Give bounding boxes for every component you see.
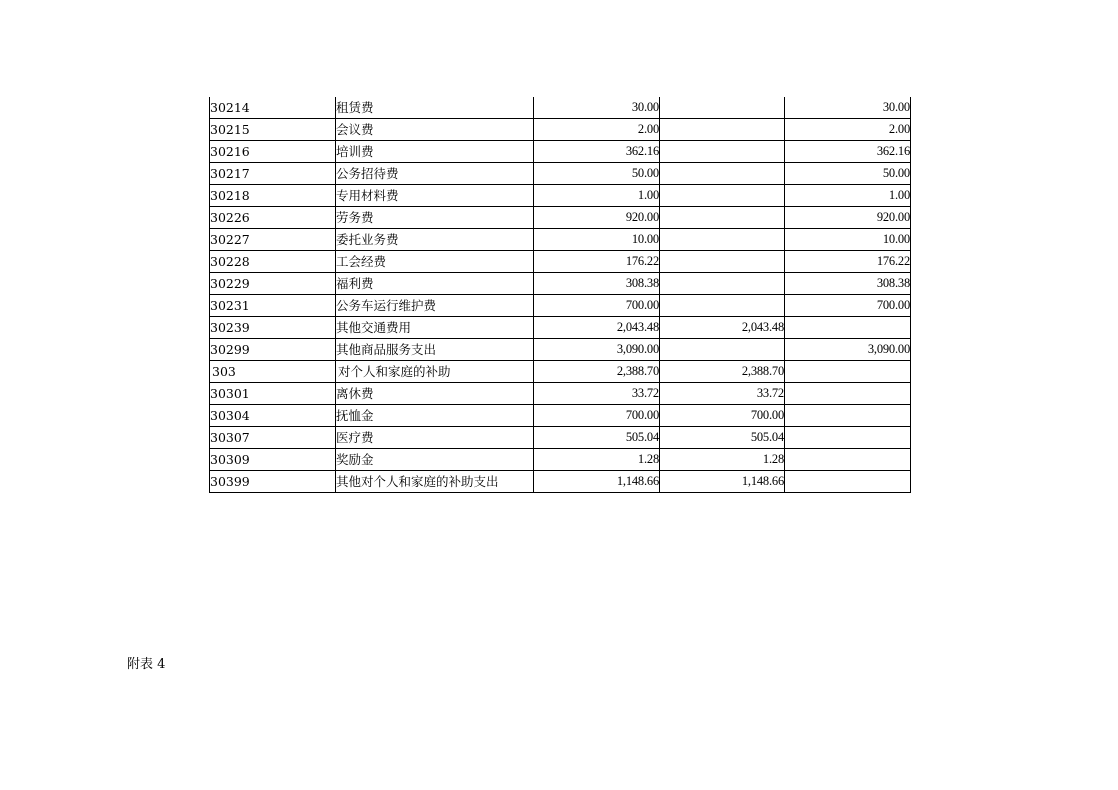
cell-project: 1.00: [785, 185, 911, 207]
cell-code: 30399: [210, 471, 336, 493]
table-row: [210, 405, 911, 427]
cell-code: 30231: [210, 295, 336, 317]
cell-basic: 2,043.48: [660, 317, 785, 339]
cell-basic: [660, 251, 785, 273]
cell-basic: [660, 229, 785, 251]
table-row: [210, 361, 911, 383]
cell-code: 30239: [210, 317, 336, 339]
cell-project: [785, 405, 911, 427]
cell-name: 会议费: [336, 119, 534, 141]
table-row: [210, 97, 911, 119]
cell-code: 30217: [210, 163, 336, 185]
cell-project: 308.38: [785, 273, 911, 295]
cell-total: 2,043.48: [534, 317, 660, 339]
cell-code: 303: [210, 361, 336, 383]
table-row: [210, 273, 911, 295]
cell-basic: [660, 141, 785, 163]
cell-project: 10.00: [785, 229, 911, 251]
cell-basic: 33.72: [660, 383, 785, 405]
cell-project: [785, 361, 911, 383]
cell-total: 2.00: [534, 119, 660, 141]
cell-name: 抚恤金: [336, 405, 534, 427]
cell-code: 30309: [210, 449, 336, 471]
cell-total: 505.04: [534, 427, 660, 449]
cell-name: 其他交通费用: [336, 317, 534, 339]
cell-basic: [660, 119, 785, 141]
cell-basic: [660, 163, 785, 185]
cell-basic: 1,148.66: [660, 471, 785, 493]
cell-total: 1,148.66: [534, 471, 660, 493]
cell-project: [785, 427, 911, 449]
table-body: [210, 97, 911, 493]
cell-project: [785, 471, 911, 493]
table-row: [210, 141, 911, 163]
table-row: [210, 229, 911, 251]
cell-code: 30307: [210, 427, 336, 449]
cell-total: 10.00: [534, 229, 660, 251]
cell-total: 700.00: [534, 295, 660, 317]
table-row: [210, 207, 911, 229]
budget-table-container: [209, 97, 911, 493]
cell-project: 2.00: [785, 119, 911, 141]
budget-expenditure-table: [209, 97, 911, 493]
cell-project: 362.16: [785, 141, 911, 163]
cell-basic: [660, 339, 785, 361]
cell-code: 30229: [210, 273, 336, 295]
table-row: [210, 295, 911, 317]
cell-name: 公务招待费: [336, 163, 534, 185]
table-row: [210, 383, 911, 405]
cell-code: 30218: [210, 185, 336, 207]
cell-total: 700.00: [534, 405, 660, 427]
cell-name: 劳务费: [336, 207, 534, 229]
cell-project: 50.00: [785, 163, 911, 185]
cell-total: 3,090.00: [534, 339, 660, 361]
cell-code: 30214: [210, 97, 336, 119]
cell-name: 租赁费: [336, 97, 534, 119]
cell-basic: 2,388.70: [660, 361, 785, 383]
cell-total: 1.28: [534, 449, 660, 471]
table-row: [210, 471, 911, 493]
cell-project: 700.00: [785, 295, 911, 317]
cell-project: 3,090.00: [785, 339, 911, 361]
cell-basic: [660, 207, 785, 229]
cell-project: [785, 317, 911, 339]
cell-code: 30227: [210, 229, 336, 251]
cell-project: 30.00: [785, 97, 911, 119]
cell-total: 176.22: [534, 251, 660, 273]
cell-total: 362.16: [534, 141, 660, 163]
table-row: [210, 317, 911, 339]
cell-name: 委托业务费: [336, 229, 534, 251]
cell-total: 33.72: [534, 383, 660, 405]
cell-total: 50.00: [534, 163, 660, 185]
cell-name: 福利费: [336, 273, 534, 295]
cell-code: 30301: [210, 383, 336, 405]
cell-total: 308.38: [534, 273, 660, 295]
table-row: [210, 427, 911, 449]
cell-project: [785, 449, 911, 471]
cell-basic: 700.00: [660, 405, 785, 427]
cell-total: 30.00: [534, 97, 660, 119]
cell-project: 176.22: [785, 251, 911, 273]
cell-name: 对个人和家庭的补助: [336, 361, 534, 383]
table-row: [210, 339, 911, 361]
cell-basic: [660, 185, 785, 207]
cell-name: 培训费: [336, 141, 534, 163]
appendix-label: 附表 4: [127, 657, 166, 672]
cell-name: 工会经费: [336, 251, 534, 273]
cell-name: 奖励金: [336, 449, 534, 471]
cell-name: 离休费: [336, 383, 534, 405]
cell-basic: [660, 273, 785, 295]
cell-total: 920.00: [534, 207, 660, 229]
cell-name: 专用材料费: [336, 185, 534, 207]
cell-name: 医疗费: [336, 427, 534, 449]
cell-code: 30216: [210, 141, 336, 163]
cell-code: 30299: [210, 339, 336, 361]
table-row: [210, 163, 911, 185]
cell-basic: 1.28: [660, 449, 785, 471]
cell-name: 其他对个人和家庭的补助支出: [336, 471, 534, 493]
cell-project: 920.00: [785, 207, 911, 229]
table-row: [210, 119, 911, 141]
cell-total: 1.00: [534, 185, 660, 207]
cell-code: 30304: [210, 405, 336, 427]
cell-basic: [660, 295, 785, 317]
cell-code: 30215: [210, 119, 336, 141]
cell-total: 2,388.70: [534, 361, 660, 383]
cell-name: 其他商品服务支出: [336, 339, 534, 361]
cell-code: 30226: [210, 207, 336, 229]
table-row: [210, 449, 911, 471]
table-row: [210, 251, 911, 273]
cell-project: [785, 383, 911, 405]
table-row: [210, 185, 911, 207]
cell-code: 30228: [210, 251, 336, 273]
cell-basic: [660, 97, 785, 119]
cell-name: 公务车运行维护费: [336, 295, 534, 317]
cell-basic: 505.04: [660, 427, 785, 449]
